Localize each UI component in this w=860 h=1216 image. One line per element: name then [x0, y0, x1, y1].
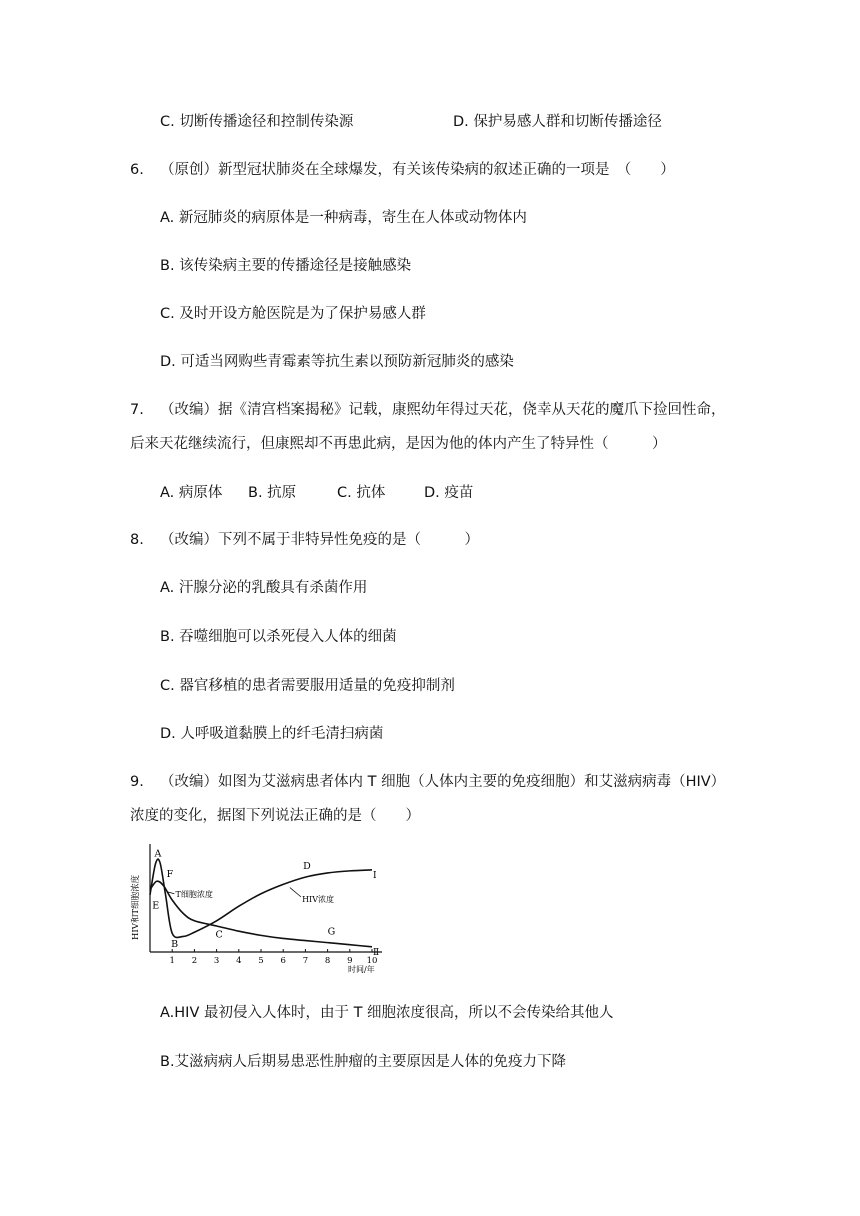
x-tick-label: 10: [366, 956, 378, 966]
point-label-e: E: [152, 900, 160, 912]
question-6-stem: （原创）新型冠状肺炎在全球爆发，有关该传染病的叙述正确的一项是 （ ）: [160, 162, 675, 178]
question-8-stem: （改编）下列不属于非特异性免疫的是（ ）: [160, 532, 479, 548]
x-tick-label: 4: [236, 956, 242, 966]
x-tick-label: 1: [169, 956, 175, 966]
question-6-number: 6.: [130, 162, 144, 178]
series-end-label: Ⅰ: [373, 870, 377, 881]
question-8-number: 8.: [130, 532, 144, 548]
hiv-series-label: HIV浓度: [302, 895, 334, 905]
question-8-option-b: B. 吞噬细胞可以杀死侵入人体的细菌: [160, 629, 397, 645]
question-7-stem-line1: （改编）据《清宫档案揭秘》记载，康熙幼年得过天花，侥幸从天花的魔爪下捡回性命，: [160, 402, 726, 418]
question-9-option-b: B.艾滋病病人后期易患恶性肿瘤的主要原因是人体的免疫力下降: [160, 1054, 567, 1070]
hiv-leader-line: [290, 888, 301, 897]
question-9-number: 9.: [130, 774, 144, 790]
question-9-stem-line2: 浓度的变化，据图下列说法正确的是（ ）: [130, 808, 420, 824]
y-axis-label: HIV和T细胞浓度: [131, 874, 141, 940]
point-label-b: B: [171, 938, 179, 950]
question-7-option-b: B. 抗原: [248, 485, 297, 501]
question-8-option-d: D. 人呼吸道黏膜上的纤毛清扫病菌: [160, 726, 384, 742]
question-7-option-a: A. 病原体: [160, 485, 223, 501]
point-label-g: G: [327, 926, 336, 938]
question-7-stem-line2: 后来天花继续流行，但康熙却不再患此病，是因为他的体内产生了特异性（ ）: [130, 436, 667, 452]
question-6-option-b: B. 该传染病主要的传播途径是接触感染: [160, 258, 412, 274]
q5-option-c: C. 切断传播途径和控制传染源: [160, 114, 354, 130]
question-7-option-c: C. 抗体: [337, 485, 386, 501]
x-tick-label: 7: [302, 956, 309, 966]
question-6-option-d: D. 可适当网购些青霉素等抗生素以预防新冠肺炎的感染: [160, 354, 514, 370]
q5-option-d: D. 保护易感人群和切断传播途径: [453, 114, 662, 130]
question-7-number: 7.: [130, 402, 144, 418]
x-tick-label: 6: [280, 956, 286, 966]
question-7-option-d: D. 疫苗: [424, 485, 474, 501]
question-9-stem-line1: （改编）如图为艾滋病患者体内 T 细胞（人体内主要的免疫细胞）和艾滋病病毒（HIV）: [160, 774, 726, 790]
x-tick-label: 2: [191, 956, 198, 966]
question-9-option-a: A.HIV 最初侵入人体时，由于 T 细胞浓度很高，所以不会传染给其他人: [160, 1005, 614, 1021]
x-tick-label: 9: [347, 956, 353, 966]
t-cell-series-label: T细胞浓度: [175, 889, 213, 899]
point-label-f: F: [166, 869, 174, 881]
hiv-tcell-chart: [126, 840, 396, 985]
question-6-option-a: A. 新冠肺炎的病原体是一种病毒，寄生在人体或动物体内: [160, 210, 527, 226]
point-label-a: A: [154, 848, 162, 860]
question-6-option-c: C. 及时开设方舱医院是为了保护易感人群: [160, 306, 426, 322]
x-tick-label: 5: [258, 956, 264, 966]
x-tick-label: 8: [324, 956, 331, 966]
series-end-label: Ⅱ: [373, 947, 380, 958]
x-axis-label: 时间/年: [348, 965, 375, 974]
point-label-d: D: [303, 860, 311, 872]
question-8-option-c: C. 器官移植的患者需要服用适量的免疫抑制剂: [160, 678, 455, 694]
x-tick-label: 3: [213, 956, 220, 966]
point-label-c: C: [215, 929, 223, 941]
question-8-option-a: A. 汗腺分泌的乳酸具有杀菌作用: [160, 580, 368, 596]
